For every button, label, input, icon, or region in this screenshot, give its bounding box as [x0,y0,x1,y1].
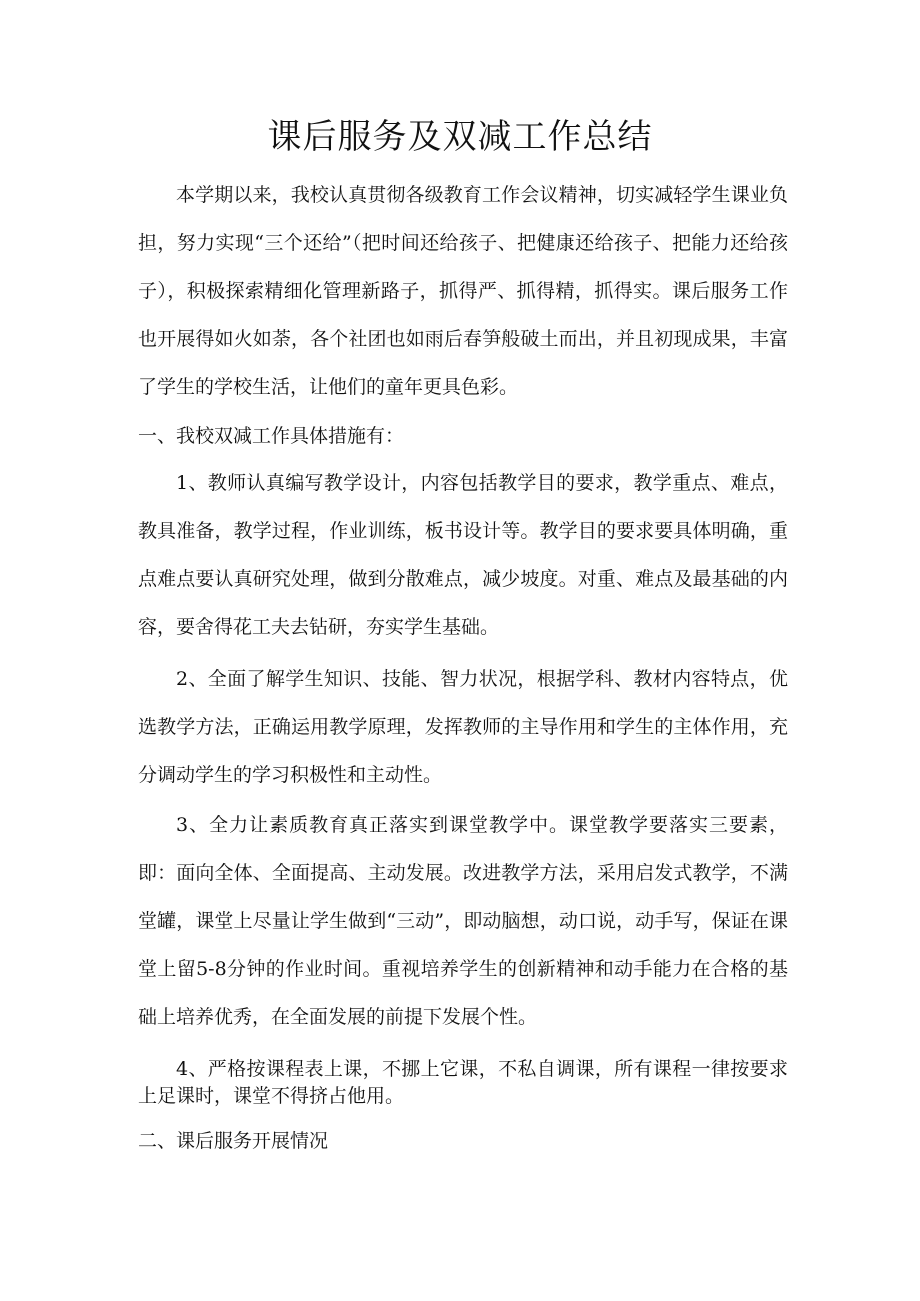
measure-item-1: 1、教师认真编写教学设计，内容包括教学目的要求，教学重点、难点，教具准备，教学过程，作业训练，板书设计等。教学目的要求要具体明确，重点难点要认真研究处理，做到分散难点，减少坡度。对重、难点及最基础的内容，要舍得花工夫去钻研，夯实学生基础。 [138,472,788,638]
measure-item-4: 4、严格按课程表上课，不挪上它课，不私自调课，所有课程一律按要求上足课时，课堂不得挤占他用。 [138,1058,788,1107]
intro-paragraph: 本学期以来，我校认真贯彻各级教育工作会议精神，切实减轻学生课业负担，努力实现“三个还给”（把时间还给孩子、把健康还给孩子、把能力还给孩子），积极探索精细化管理新路子，抓得严、抓得精，抓得实。课后服务工作也开展得如火如荼，各个社团也如雨后春笋般破土而出，并且初现成果，丰富了学生的学校生活，让他们的童年更具色彩。 [138,184,788,398]
section-1-heading: 一、我校双减工作具体措施有： [138,425,405,447]
document-title: 课后服务及双减工作总结 [267,117,653,157]
section-2-heading: 二、课后服务开展情况 [138,1130,329,1152]
measure-item-2: 2、全面了解学生知识、技能、智力状况，根据学科、教材内容特点，优选教学方法，正确运用教学原理，发挥教师的主导作用和学生的主体作用，充分调动学生的学习积极性和主动性。 [138,668,788,786]
measure-item-3: 3、全力让素质教育真正落实到课堂教学中。课堂教学要落实三要素，即：面向全体、全面提高、主动发展。改进教学方法，采用启发式教学，不满堂罐，课堂上尽量让学生做到“三动”，即动脑想，动口说，动手写，保证在课堂上留5-8分钟的作业时间。重视培养学生的创新精神和动手能力在合格的基础上培养优秀，在全面发展的前提下发展个性。 [138,814,788,1028]
